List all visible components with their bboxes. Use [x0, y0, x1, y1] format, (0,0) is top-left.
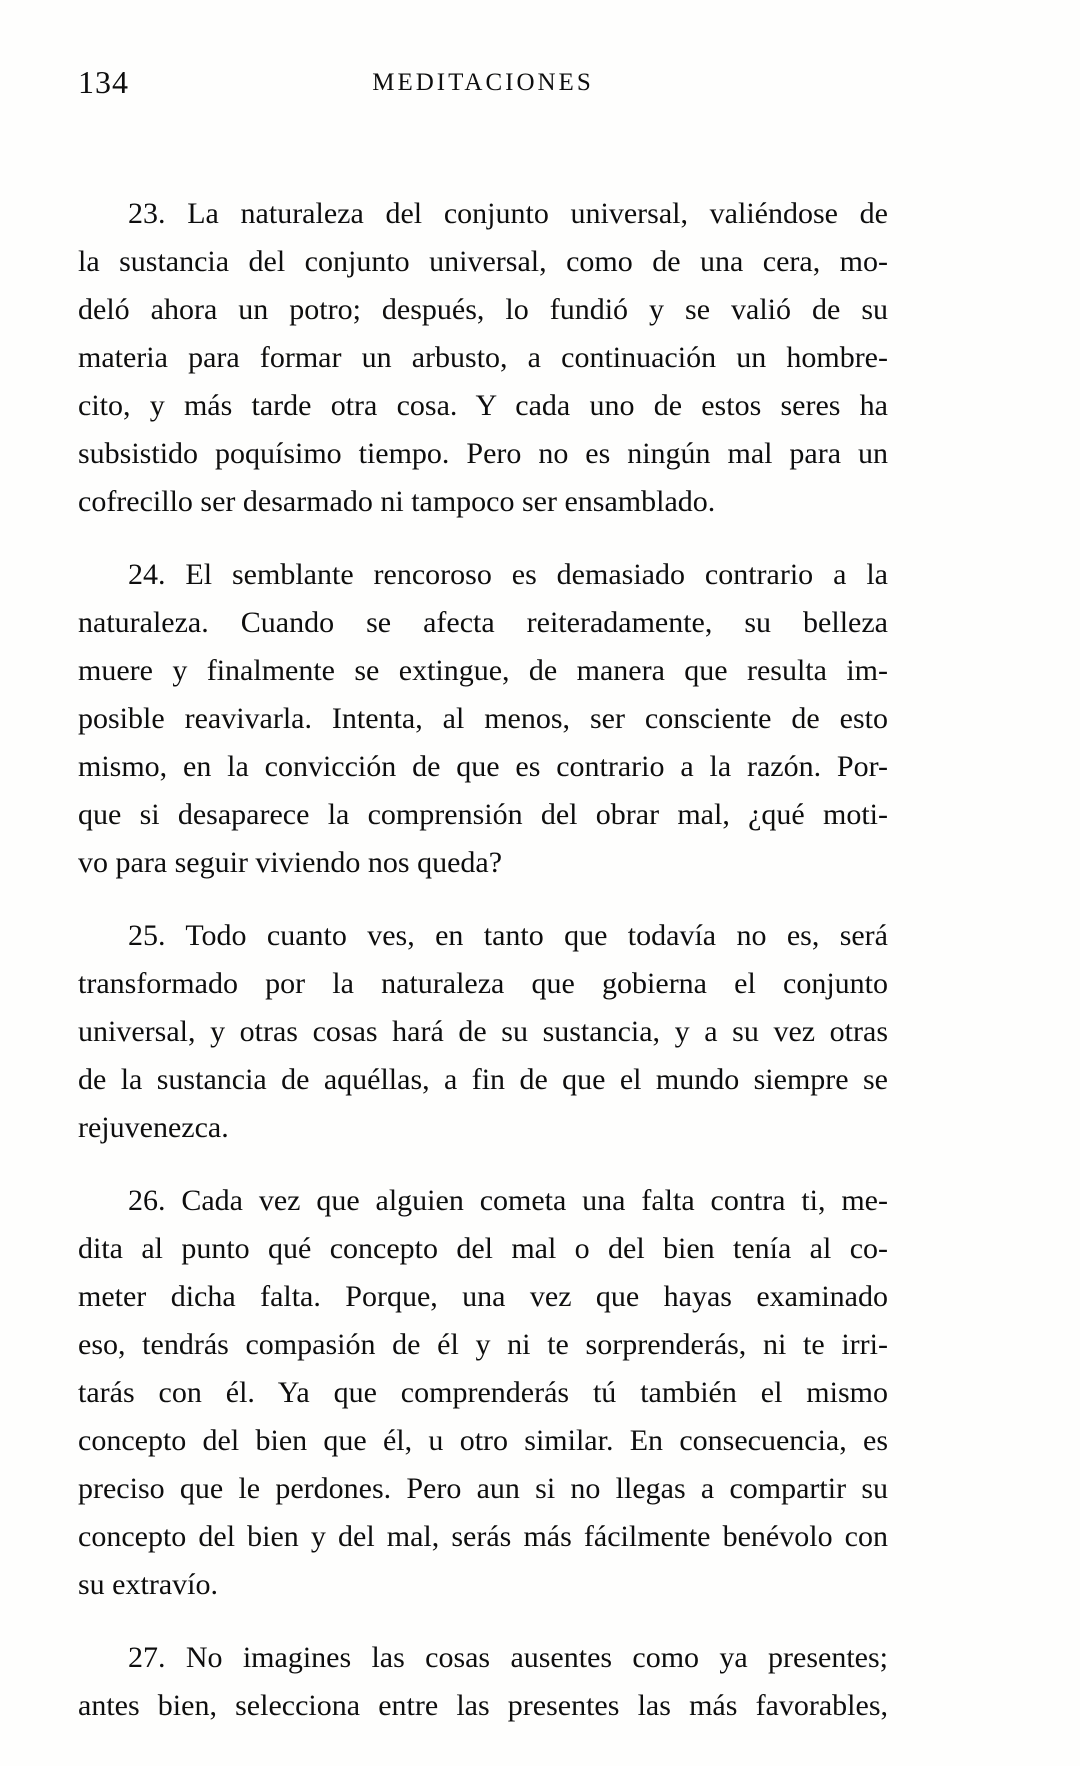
text-line: subsistido poquísimo tiempo. Pero no es ningún mal para un [78, 437, 888, 470]
text-line: naturaleza. Cuando se afecta reiteradamente, su belleza [78, 606, 888, 639]
text-line: posible reavivarla. Intenta, al menos, ser consciente de esto [78, 702, 888, 735]
text-line: 27. No imagines las cosas ausentes como ya presentes; [128, 1641, 888, 1674]
running-title: MEDITACIONES [372, 69, 594, 96]
text-line: meter dicha falta. Porque, una vez que hayas examinado [78, 1280, 888, 1313]
text-line: muere y finalmente se extingue, de manera que resulta im- [78, 654, 888, 687]
paragraph-25 [78, 912, 888, 1152]
text-line: 23. La naturaleza del conjunto universal, valiéndose de [128, 197, 888, 230]
page-body [78, 190, 888, 1730]
text-line: de la sustancia de aquéllas, a fin de que el mundo siempre se [78, 1063, 888, 1096]
page-number: 134 [78, 64, 129, 100]
text-line: cito, y más tarde otra cosa. Y cada uno de estos seres ha [78, 389, 888, 422]
text-line: concepto del bien que él, u otro similar. En consecuencia, es [78, 1424, 888, 1457]
text-line: rejuvenezca. [78, 1111, 229, 1144]
text-line: universal, y otras cosas hará de su sustancia, y a su vez otras [78, 1015, 888, 1048]
text-line: vo para seguir viviendo nos queda? [78, 846, 503, 879]
text-line: 24. El semblante rencoroso es demasiado contrario a la [128, 558, 888, 591]
text-line: su extravío. [78, 1568, 218, 1601]
paragraph-23 [78, 190, 888, 526]
paragraph-26 [78, 1177, 888, 1609]
text-line: 26. Cada vez que alguien cometa una falta contra ti, me- [128, 1184, 888, 1217]
text-line: materia para formar un arbusto, a continuación un hombre- [78, 341, 888, 374]
text-line: eso, tendrás compasión de él y ni te sorprenderás, ni te irri- [78, 1328, 888, 1361]
text-line: antes bien, selecciona entre las presentes las más favorables, [78, 1689, 888, 1722]
text-line: transformado por la naturaleza que gobierna el conjunto [78, 967, 888, 1000]
paragraph-27 [78, 1634, 888, 1730]
text-line: la sustancia del conjunto universal, como de una cera, mo- [78, 245, 888, 278]
text-line: concepto del bien y del mal, serás más fácilmente benévolo con [78, 1520, 888, 1553]
text-line: tarás con él. Ya que comprenderás tú también el mismo [78, 1376, 888, 1409]
text-line: mismo, en la convicción de que es contrario a la razón. Por- [78, 750, 888, 783]
text-line: preciso que le perdones. Pero aun si no llegas a compartir su [78, 1472, 888, 1505]
text-line: deló ahora un potro; después, lo fundió y se valió de su [78, 293, 888, 326]
text-line: cofrecillo ser desarmado ni tampoco ser ensamblado. [78, 485, 716, 518]
text-line: que si desaparece la comprensión del obrar mal, ¿qué moti- [78, 798, 888, 831]
text-line: 25. Todo cuanto ves, en tanto que todavía no es, será [128, 919, 888, 952]
paragraph-24 [78, 551, 888, 887]
running-head [78, 66, 888, 110]
text-line: dita al punto qué concepto del mal o del bien tenía al co- [78, 1232, 888, 1265]
